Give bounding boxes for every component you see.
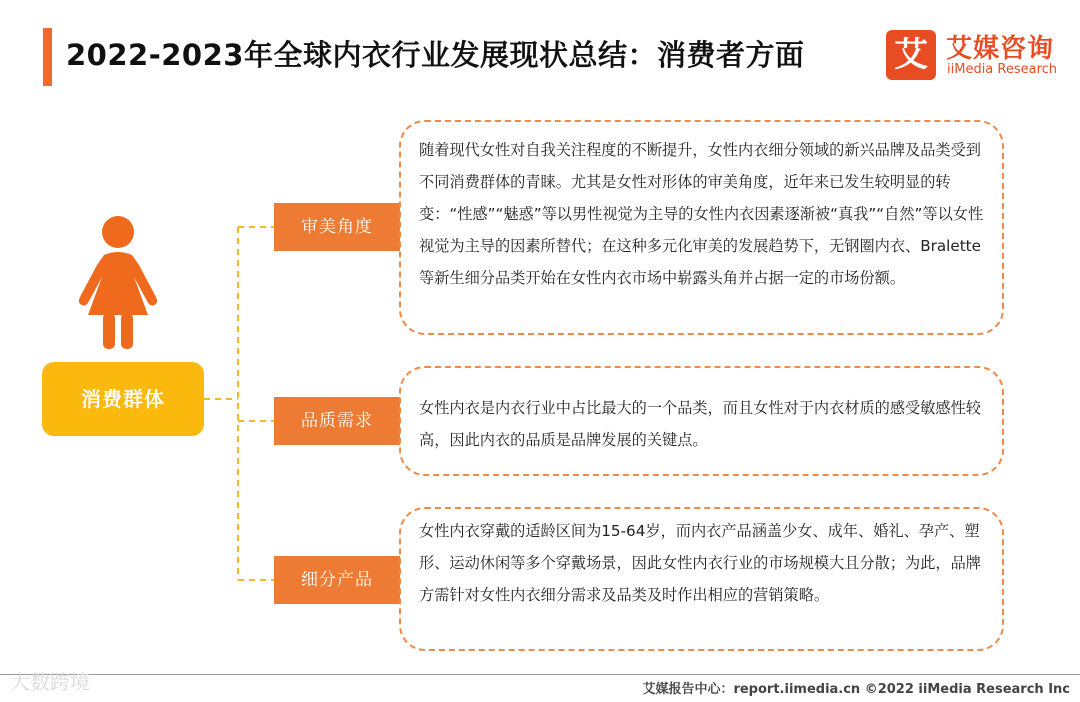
aesthetic-angle-text: 随着现代女性对自我关注程度的不断提升，女性内衣细分领域的新兴品牌及品类受到不同消费群体的青睐。尤其是女性对形体的审美角度，近年来已发生较明显的转变：“性感”“魅惑”等以男性视觉为主导的女性内衣因素逐渐被“真我”“自然”等以女性视觉为主导的因素所替代；在这种多元化审美的发展趋势下，无钢圈内衣、Bralette等新生细分品类开始在女性内衣市场中崭露头角并占据一定的市场份额。 xyxy=(419,141,984,287)
logo-name-en: iiMedia Research xyxy=(947,62,1058,77)
watermark: 大数跨境 xyxy=(10,670,90,694)
page-title: 2022-2023年全球内衣行业发展现状总结：消费者方面 xyxy=(66,38,805,72)
quality-demand-text: 女性内衣是内衣行业中占比最大的一个品类，而且女性对于内衣材质的感受敏感性较高，因此内衣的品质是品牌发展的关键点。 xyxy=(419,399,981,449)
aesthetic-angle-text-box xyxy=(399,120,1004,335)
footer-divider xyxy=(0,674,1080,675)
segmented-products-text-box xyxy=(399,507,1004,651)
footer-source: 艾媒报告中心：report.iimedia.cn ©2022 iiMedia Research Inc xyxy=(642,682,1070,697)
consumer-group-node: 消费群体 xyxy=(42,362,204,436)
title-accent-bar xyxy=(43,28,52,86)
category-aesthetic-angle: 审美角度 xyxy=(274,203,400,251)
category-quality-demand: 品质需求 xyxy=(274,397,400,445)
iimedia-logo xyxy=(886,30,1066,82)
segmented-products-text: 女性内衣穿戴的适龄区间为15-64岁，而内衣产品涵盖少女、成年、婚礼、孕产、塑形、运动休闲等多个穿戴场景，因此女性内衣行业的市场规模大且分散；为此，品牌方需针对女性内衣细分需求及品类及时作出相应的营销策略。 xyxy=(419,522,981,604)
logo-name-cn: 艾媒咨询 xyxy=(946,34,1055,64)
logo-mark: 艾 xyxy=(886,30,936,80)
category-segmented-products: 细分产品 xyxy=(274,556,400,604)
quality-demand-text-box xyxy=(399,366,1004,476)
female-person-icon xyxy=(68,215,168,350)
